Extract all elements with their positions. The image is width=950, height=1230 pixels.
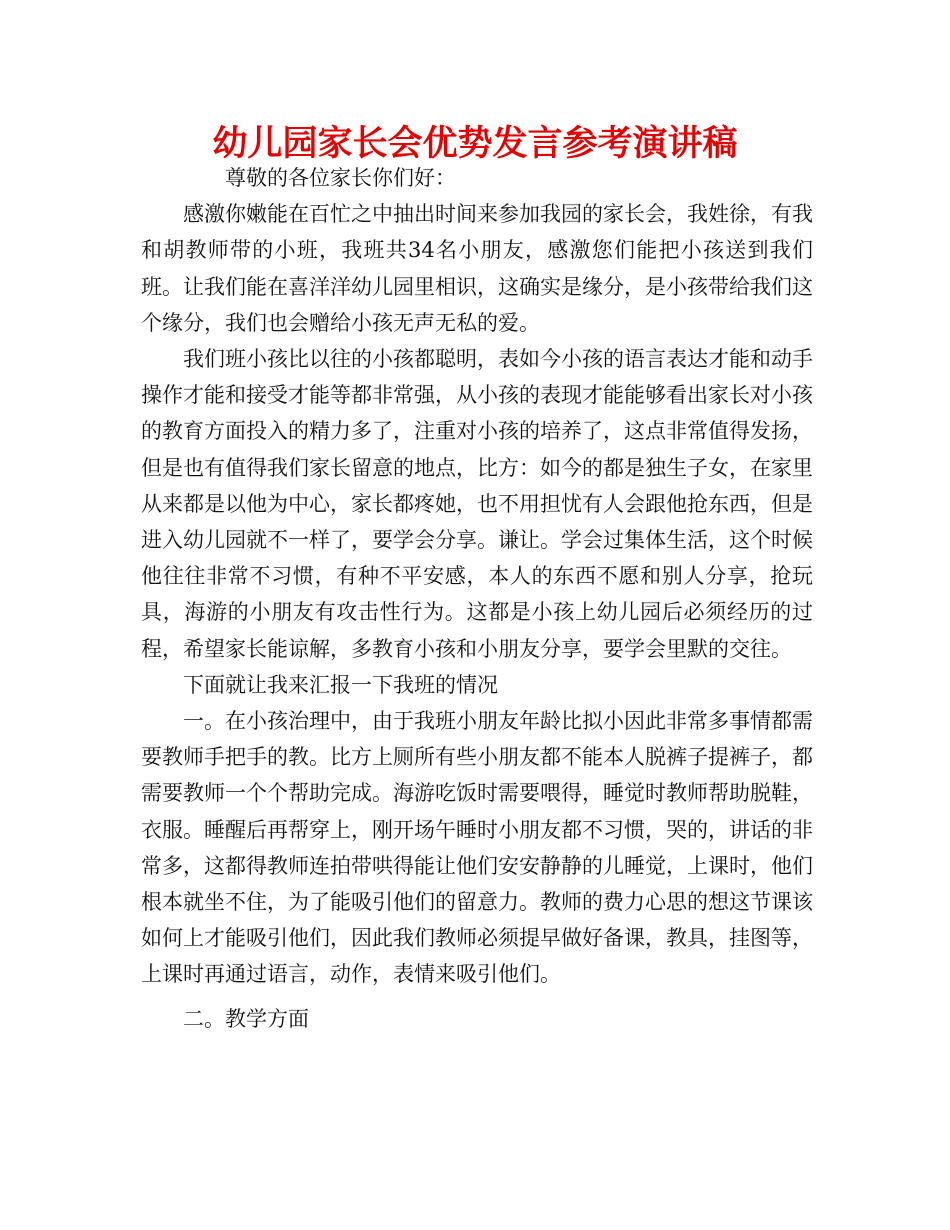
section-heading-teaching: 二。教学方面 — [183, 1006, 309, 1031]
document-title: 幼儿园家长会优势发言参考演讲稿 — [212, 124, 738, 164]
greeting-line: 尊敬的各位家长你们好： — [225, 166, 456, 190]
paragraph-section-one: 一。在小孩治理中，由于我班小朋友年龄比拟小因此非常多事情都需要教师手把手的教。比方上厕所有些小朋友都不能本人脱裤子提裤子，都需要教师一个个帮助完成。海游吃饭时需要喂得，睡觉时教师帮助脱鞋，衣服。睡醒后再帮穿上，刚开场午睡时小朋友都不习惯，哭的，讲话的非常多，这都得教师连拍带哄得能让他们安安静静的儿睡觉，上课时，他们根本就坐不住，为了能吸引他们的留意力。教师的费力心思的想这节课该如何上才能吸引他们，因此我们教师必须提早做好备课，教具，挂图等，上课时再通过语言，动作，表情来吸引他们。 — [141, 709, 813, 987]
document-body — [141, 160, 813, 1037]
paragraph-class-observations: 我们班小孩比以往的小孩都聪明，表如今小孩的语言表达才能和动手操作才能和接受才能等都非常强，从小孩的表现才能能够看出家长对小孩的教育方面投入的精力多了，注重对小孩的培养了，这点非常值得发扬，但是也有值得我们家长留意的地点，比方：如今的都是独生子女，在家里从来都是以他为中心，家长都疼她，也不用担忧有人会跟他抢东西，但是进入幼儿园就不一样了，要学会分享。谦让。学会过集体生活，这个时候他往往非常不习惯，有种不平安感，本人的东西不愿和别人分享，抢玩具，海游的小朋友有攻击性行为。这都是小孩上幼儿园后必须经历的过程，希望家长能谅解，多教育小孩和小朋友分享，要学会里默的交往。 — [141, 347, 813, 661]
paragraph-intro: 感激你嫩能在百忙之中抽出时间来参加我园的家长会，我姓徐，有我和胡教师带的小班，我班共34名小朋友，感激您们能把小孩送到我们班。让我们能在喜洋洋幼儿园里相识，这确实是缘分，是小孩带给我们这个缘分，我们也会赠给小孩无声无私的爱。 — [141, 202, 813, 335]
paragraph-report-intro: 下面就让我来汇报一下我班的情况 — [183, 672, 498, 697]
